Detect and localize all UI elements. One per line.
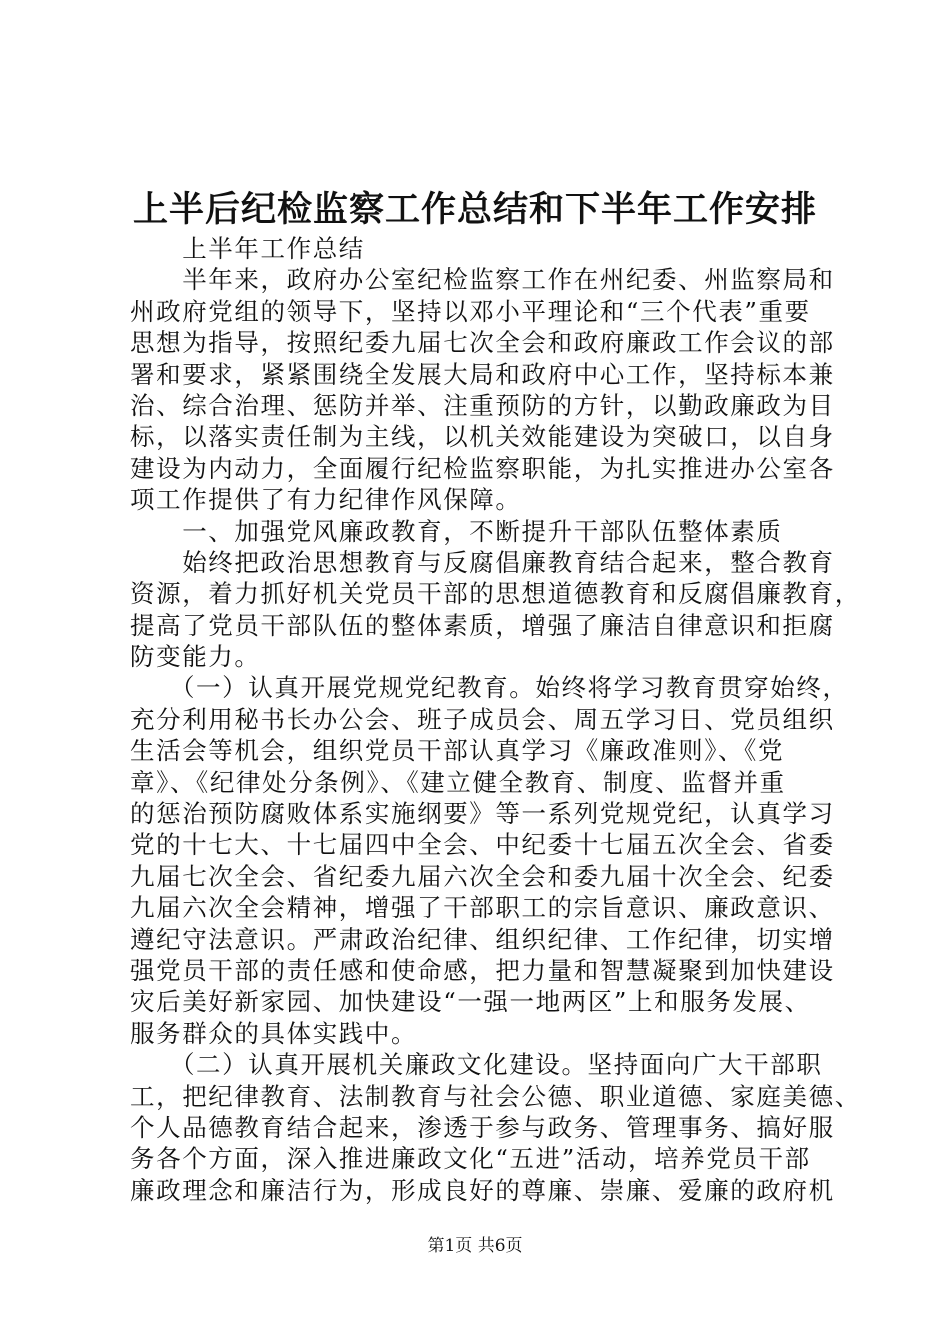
body-text-line: 遵纪守法意识。严肃政治纪律、组织纪律、工作纪律，切实增: [130, 924, 835, 954]
body-text-line: 的惩治预防腐败体系实施纲要》等一系列党规党纪，认真学习: [130, 799, 835, 829]
body-text-line: 建设为内动力，全面履行纪检监察职能，为扎实推进办公室各: [130, 453, 835, 483]
body-text-line: （一）认真开展党规党纪教育。始终将学习教育贯穿始终，: [130, 673, 849, 703]
document-title: 上半后纪检监察工作总结和下半年工作安排: [132, 189, 817, 230]
body-text-line: （二）认真开展机关廉政文化建设。坚持面向广大干部职: [130, 1050, 823, 1080]
body-text-line: 服务群众的具体实践中。: [130, 1018, 418, 1048]
body-text-line: 章》、《纪律处分条例》、《建立健全教育、制度、监督并重: [130, 767, 786, 797]
body-text-line: 防变能力。: [130, 642, 261, 672]
body-text-line: 充分利用秘书长办公会、班子成员会、周五学习日、党员组织: [130, 704, 835, 734]
body-text-line: 署和要求，紧紧围绕全发展大局和政府中心工作，坚持标本兼: [130, 359, 835, 389]
body-text-line: 廉政理念和廉洁行为，形成良好的尊廉、崇廉、爱廉的政府机: [130, 1175, 835, 1205]
body-text-line: 一、加强党风廉政教育，不断提升干部队伍整体素质: [130, 516, 783, 546]
body-text-line: 党的十七大、十七届四中全会、中纪委十七届五次全会、省委: [130, 830, 835, 860]
body-text-line: 个人品德教育结合起来，渗透于参与政务、管理事务、搞好服: [130, 1112, 835, 1142]
body-text-line: 标，以落实责任制为主线，以机关效能建设为突破口，以自身: [130, 422, 835, 452]
body-text-line: 提高了党员干部队伍的整体素质，增强了廉洁自律意识和拒腐: [130, 610, 835, 640]
body-text-line: 上半年工作总结: [130, 234, 365, 263]
body-text-line: 项工作提供了有力纪律作风保障。: [130, 485, 522, 515]
body-text-line: 半年来，政府办公室纪检监察工作在州纪委、州监察局和: [130, 265, 835, 295]
page-footer: 第1页 共6页: [427, 1236, 523, 1256]
body-text-line: 务各个方面，深入推进廉政文化“五进”活动，培养党员干部: [130, 1144, 811, 1174]
body-text-line: 生活会等机会，组织党员干部认真学习《廉政准则》、《党: [130, 736, 785, 766]
body-text-line: 九届七次全会、省纪委九届六次全会和委九届十次全会、纪委: [130, 861, 835, 891]
body-text-line: 思想为指导，按照纪委九届七次全会和政府廉政工作会议的部: [130, 328, 835, 358]
body-text-line: 灾后美好新家园、加快建设“一强一地两区”上和服务发展、: [130, 987, 811, 1017]
document-body: [130, 233, 861, 1206]
body-text-line: 九届六次全会精神，增强了干部职工的宗旨意识、廉政意识、: [130, 893, 835, 923]
body-text-line: 始终把政治思想教育与反腐倡廉教育结合起来，整合教育: [130, 547, 835, 577]
body-text-line: 资源，着力抓好机关党员干部的思想道德教育和反腐倡廉教育，: [130, 579, 861, 609]
body-text-line: 治、综合治理、惩防并举、注重预防的方针，以勤政廉政为目: [130, 390, 835, 420]
body-text-line: 州政府党组的领导下，坚持以邓小平理论和“三个代表”重要: [130, 296, 811, 326]
body-text-line: 工，把纪律教育、法制教育与社会公德、职业道德、家庭美德、: [130, 1081, 861, 1111]
body-text-line: 强党员干部的责任感和使命感，把力量和智慧凝聚到加快建设: [130, 955, 835, 985]
